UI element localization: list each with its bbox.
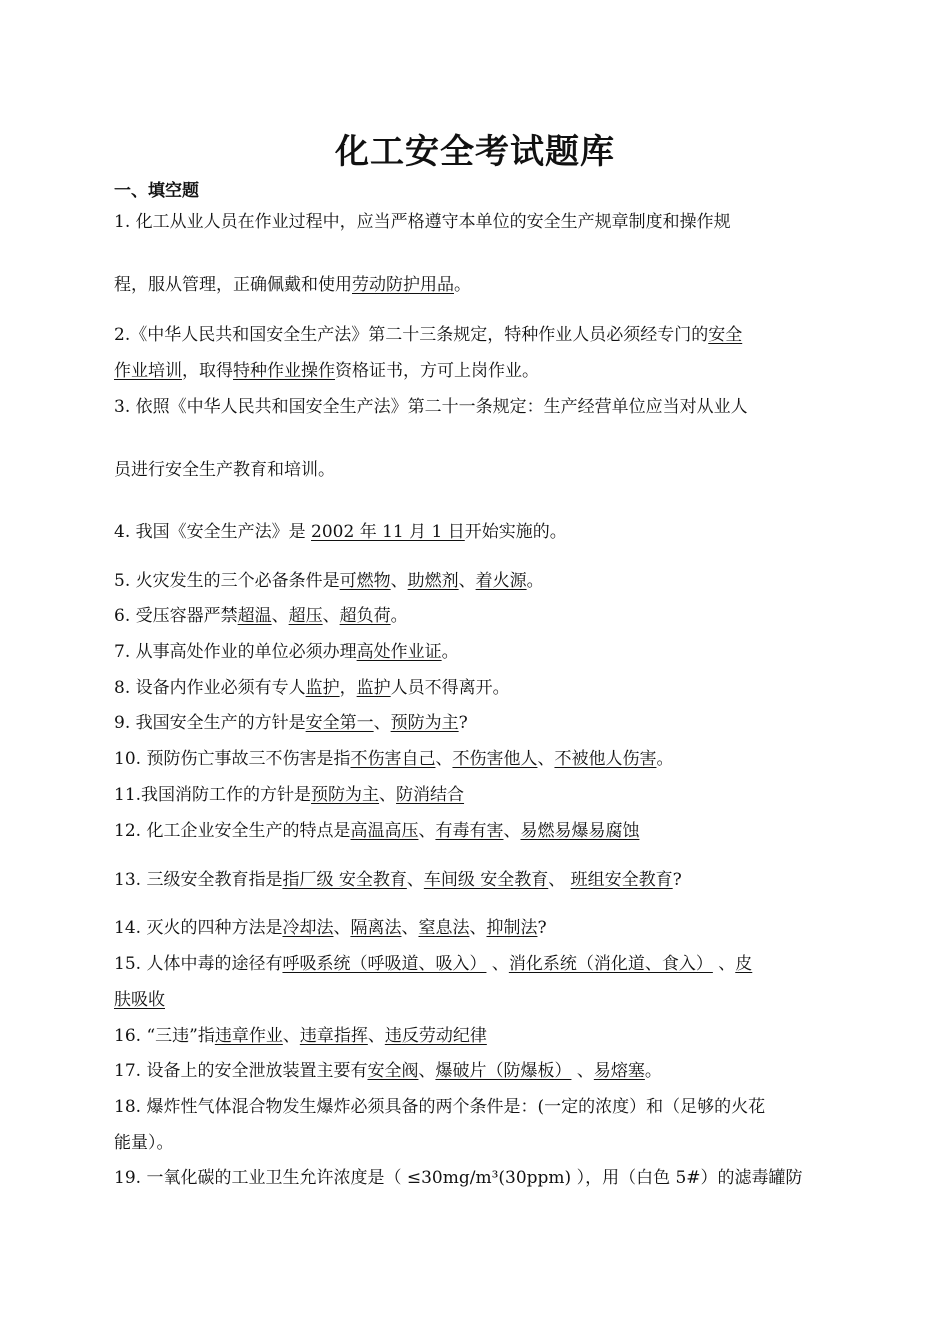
question-text: 、 (406, 870, 424, 890)
text-line (114, 917, 844, 939)
answer-blank: 指厂级 安全教育 (282, 870, 407, 890)
question-text: 、 (379, 785, 397, 805)
question-text: 14. 灭火的四种方法是 (114, 918, 283, 938)
answer-blank: 冷却法 (282, 918, 334, 938)
text-line (114, 989, 844, 1011)
answer-blank: 安全阀 (367, 1061, 419, 1081)
question-text: 、 (418, 1061, 436, 1081)
question-text: 3. 依照《中华人民共和国安全生产法》第二十一条规定：生产经营单位应当对从业人 (114, 397, 748, 417)
question-text: 。 (526, 571, 544, 591)
question-text: 、 (401, 918, 419, 938)
answer-blank: 监护 (305, 678, 340, 698)
text-line (114, 820, 844, 842)
answer-blank: 抑制法 (486, 918, 538, 938)
text-line (114, 324, 844, 346)
question-text: 、 (435, 749, 453, 769)
question-text: 、 (333, 918, 351, 938)
question-text: ? (458, 713, 468, 733)
answer-blank: 呼吸系统（呼吸道、吸入） (282, 954, 487, 974)
answer-blank: 肤吸收 (114, 990, 165, 1010)
answer-blank: 高处作业证 (356, 642, 442, 662)
answer-blank: 安全 (708, 325, 743, 345)
answer-blank: 监护 (356, 678, 391, 698)
question-text: 8. 设备内作业必须有专人 (114, 678, 306, 698)
text-line (114, 274, 844, 296)
answer-blank: 有毒有害 (435, 821, 504, 841)
question-text: 13. 三级安全教育指是 (114, 870, 283, 890)
answer-blank: 着火源 (475, 571, 527, 591)
question-text: 资格证书，方可上岗作业。 (335, 361, 539, 381)
answer-blank: 车间级 安全教育 (423, 870, 549, 890)
text-line (114, 1167, 844, 1189)
text-line (114, 869, 844, 891)
question-text: 12. 化工企业安全生产的特点是 (114, 821, 351, 841)
question-text: 、 (537, 749, 555, 769)
answer-blank: 可燃物 (339, 571, 391, 591)
question-text: 1. 化工从业人员在作业过程中，应当严格遵守本单位的安全生产规章制度和操作规 (114, 212, 731, 232)
answer-blank: 违章作业 (214, 1026, 283, 1046)
text-line (114, 641, 844, 663)
question-text: 。 (644, 1061, 662, 1081)
question-text: ? (672, 870, 682, 890)
question-text: 人员不得离开。 (390, 678, 510, 698)
question-text: 、 (322, 606, 340, 626)
question-text: 5. 火灾发生的三个必备条件是 (114, 571, 340, 591)
answer-blank: 特种作业操作 (233, 361, 335, 381)
answer-blank: 皮 (735, 954, 753, 974)
question-text: 。 (454, 275, 471, 295)
answer-blank: 违章指挥 (299, 1026, 368, 1046)
answer-blank: 消化系统（消化道、食入） (508, 954, 713, 974)
question-text: ，取得 (182, 361, 233, 381)
question-text: 员进行安全生产教育和培训。 (114, 460, 335, 480)
question-text: 9. 我国安全生产的方针是 (114, 713, 306, 733)
answer-blank: 超压 (288, 606, 323, 626)
answer-blank: 窒息法 (418, 918, 470, 938)
answer-blank: 班组安全教育 (570, 870, 673, 890)
question-text: 11.我国消防工作的方针是 (114, 785, 312, 805)
text-line (114, 748, 844, 770)
question-text: 开始实施的。 (464, 522, 567, 542)
answer-blank: 安全第一 (305, 713, 374, 733)
question-text: 、 (571, 1061, 594, 1081)
answer-blank: 爆破片（防爆板） (435, 1061, 572, 1081)
question-text: 。 (390, 606, 408, 626)
answer-blank: 助燃剂 (407, 571, 459, 591)
question-text: 19. 一氧化碳的工业卫生允许浓度是（ ≤30mg/m³(30ppm) ），用（白色 5#）的滤毒罐防 (114, 1168, 803, 1188)
answer-blank: 超负荷 (339, 606, 391, 626)
question-text: 15. 人体中毒的途径有 (114, 954, 283, 974)
question-text: 17. 设备上的安全泄放装置主要有 (114, 1061, 368, 1081)
text-line (114, 784, 844, 806)
answer-blank: 不被他人伤害 (554, 749, 657, 769)
question-text: 、 (503, 821, 521, 841)
question-text: 。 (441, 642, 459, 662)
answer-blank: 防消结合 (396, 785, 465, 805)
question-text: 、 (271, 606, 289, 626)
question-text: 、 (458, 571, 476, 591)
text-line (114, 1025, 844, 1047)
question-text: 、 (469, 918, 487, 938)
text-line (114, 459, 844, 481)
question-text: 4. 我国《安全生产法》是 (114, 522, 312, 542)
question-text: 。 (656, 749, 674, 769)
section-heading: 一、填空题 (114, 181, 199, 201)
question-text: 、 (282, 1026, 300, 1046)
answer-blank: 劳动防护用品 (352, 275, 454, 295)
text-line (114, 521, 844, 543)
question-text: 16. “三违”指 (114, 1026, 215, 1046)
question-text: 、 (367, 1026, 385, 1046)
question-text: 、 (486, 954, 509, 974)
text-line (114, 712, 844, 734)
text-line (114, 605, 844, 627)
answer-blank: 预防为主 (311, 785, 380, 805)
question-text: 、 (418, 821, 436, 841)
text-line (114, 1096, 844, 1118)
question-text: 、 (548, 870, 571, 890)
text-line (114, 211, 844, 233)
question-text: 10. 预防伤亡事故三不伤害是指 (114, 749, 351, 769)
question-text: ? (537, 918, 547, 938)
question-text: 2.《中华人民共和国安全生产法》第二十三条规定，特种作业人员必须经专门的 (114, 325, 709, 345)
text-line (114, 1132, 844, 1154)
answer-blank: 易熔塞 (593, 1061, 645, 1081)
answer-blank: 2002 年 11 月 1 日 (311, 522, 465, 542)
answer-blank: 隔离法 (350, 918, 402, 938)
text-line (114, 677, 844, 699)
question-text: 、 (373, 713, 391, 733)
question-text: 能量）。 (114, 1133, 174, 1153)
answer-blank: 预防为主 (390, 713, 459, 733)
question-text: ， (339, 678, 357, 698)
answer-blank: 不伤害他人 (452, 749, 538, 769)
question-text: 18. 爆炸性气体混合物发生爆炸必须具备的两个条件是：(一定的浓度）和（足够的火花 (114, 1097, 766, 1117)
document-title: 化工安全考试题库 (335, 132, 615, 172)
text-line (114, 570, 844, 592)
answer-blank: 违反劳动纪律 (384, 1026, 487, 1046)
answer-blank: 易燃易爆易腐蚀 (520, 821, 640, 841)
answer-blank: 高温高压 (350, 821, 419, 841)
text-line (114, 396, 844, 418)
text-line (114, 360, 844, 382)
question-text: 7. 从事高处作业的单位必须办理 (114, 642, 357, 662)
text-line (114, 1060, 844, 1082)
answer-blank: 超温 (237, 606, 272, 626)
question-text: 程，服从管理，正确佩戴和使用 (114, 275, 352, 295)
answer-blank: 不伤害自己 (350, 749, 436, 769)
question-text: 、 (712, 954, 736, 974)
question-text: 6. 受压容器严禁 (114, 606, 238, 626)
text-line (114, 953, 844, 975)
question-text: 、 (390, 571, 408, 591)
answer-blank: 作业培训 (114, 361, 182, 381)
